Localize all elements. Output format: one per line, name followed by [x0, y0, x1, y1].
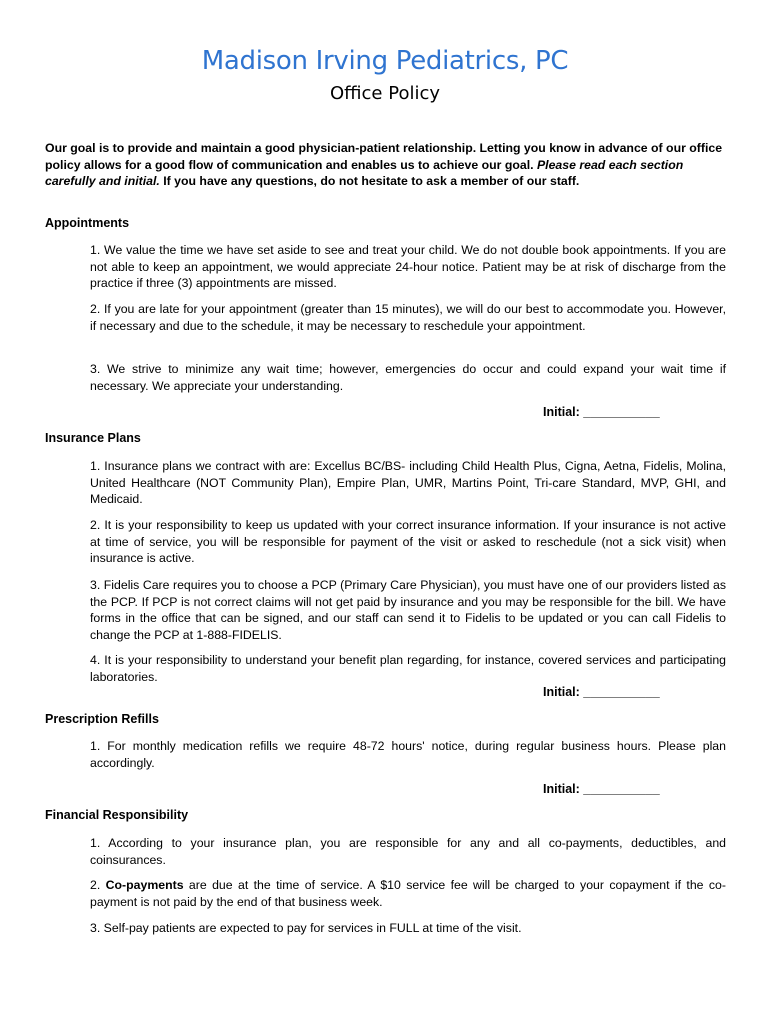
appointments-item-3: 3. We strive to minimize any wait time; however, emergencies do occur and could expand your wait time if necessary. We appreciate your understanding.: [90, 362, 726, 393]
prescription-item-1: 1. For monthly medication refills we require 48-72 hours' notice, during regular business hours. Please plan accordingly.: [90, 739, 726, 770]
appointments-item-2: 2. If you are late for your appointment (greater than 15 minutes), we will do our best to accommodate you. However, if necessary and due to the schedule, it may be necessary to reschedule your appointment.: [90, 302, 726, 333]
section-heading-prescription: Prescription Refills: [45, 712, 159, 726]
section-heading-insurance: Insurance Plans: [45, 431, 141, 445]
intro-text-3: If you have any questions, do not hesitate to ask a member of our staff.: [159, 174, 580, 188]
initial-field-insurance[interactable]: Initial: ___________: [543, 685, 660, 699]
financial-item-3: 3. Self-pay patients are expected to pay for services in FULL at time of the visit.: [90, 921, 522, 935]
financial-item-2-prefix: 2.: [90, 878, 106, 892]
intro-text-italic: Please read each section carefully and initial.: [45, 157, 684, 188]
document-title: Madison Irving Pediatrics, PC: [201, 46, 569, 76]
insurance-item-1: 1. Insurance plans we contract with are: Excellus BC/BS- including Child Health Plus, Cigna, Aetna, Fidelis, Molina, United Healthcare (NOT Community Plan), Empire Plan, UMR, Martins Point, Tri-care Standard, MVP, GHI, and Medicaid.: [90, 459, 726, 506]
insurance-item-3: 3. Fidelis Care requires you to choose a PCP (Primary Care Physician), you must have one of our providers listed as the PCP. If PCP is not correct claims will not get paid by insurance and you may be responsible for the bill. We have forms in the office that can be signed, and our staff can send it to Fidelis to be updated or you can call Fidelis to change the PCP at 1-888-FIDELIS.: [90, 578, 726, 642]
financial-item-1: 1. According to your insurance plan, you are responsible for any and all co-payments, deductibles, and coinsurances.: [90, 836, 726, 867]
appointments-item-1: 1. We value the time we have set aside to see and treat your child. We do not double book appointments. If you are not able to keep an appointment, we would appreciate 24-hour notice. Patient may be at risk of discharge from the practice if three (3) appointments are missed.: [90, 243, 726, 290]
financial-item-2-rest: are due at the time of service. A $10 service fee will be charged to your copayment if the co-payment is not paid by the end of that business week.: [90, 878, 726, 909]
financial-item-2-bold: Co-payments: [105, 878, 184, 892]
intro-paragraph: [45, 140, 727, 190]
section-heading-financial: Financial Responsibility: [45, 808, 189, 822]
initial-field-prescription[interactable]: Initial: ___________: [543, 782, 660, 796]
insurance-item-4: 4. It is your responsibility to understand your benefit plan regarding, for instance, covered services and participating laboratories.: [90, 653, 726, 684]
section-heading-appointments: Appointments: [45, 216, 130, 230]
intro-text-1: Our goal is to provide and maintain a good physician-patient relationship. Letting you know in advance of our office policy allows for a good flow of communication and enables us to achieve our goal.: [45, 141, 723, 172]
insurance-item-2: 2. It is your responsibility to keep us updated with your correct insurance information. If your insurance is not active at time of service, you will be responsible for payment of the visit or asked to reschedule (not a sick visit) when insurance is active.: [90, 518, 726, 565]
document-subtitle: Office Policy: [329, 83, 441, 104]
initial-field-appointments[interactable]: Initial: ___________: [543, 405, 660, 419]
financial-item-2: [90, 877, 726, 910]
